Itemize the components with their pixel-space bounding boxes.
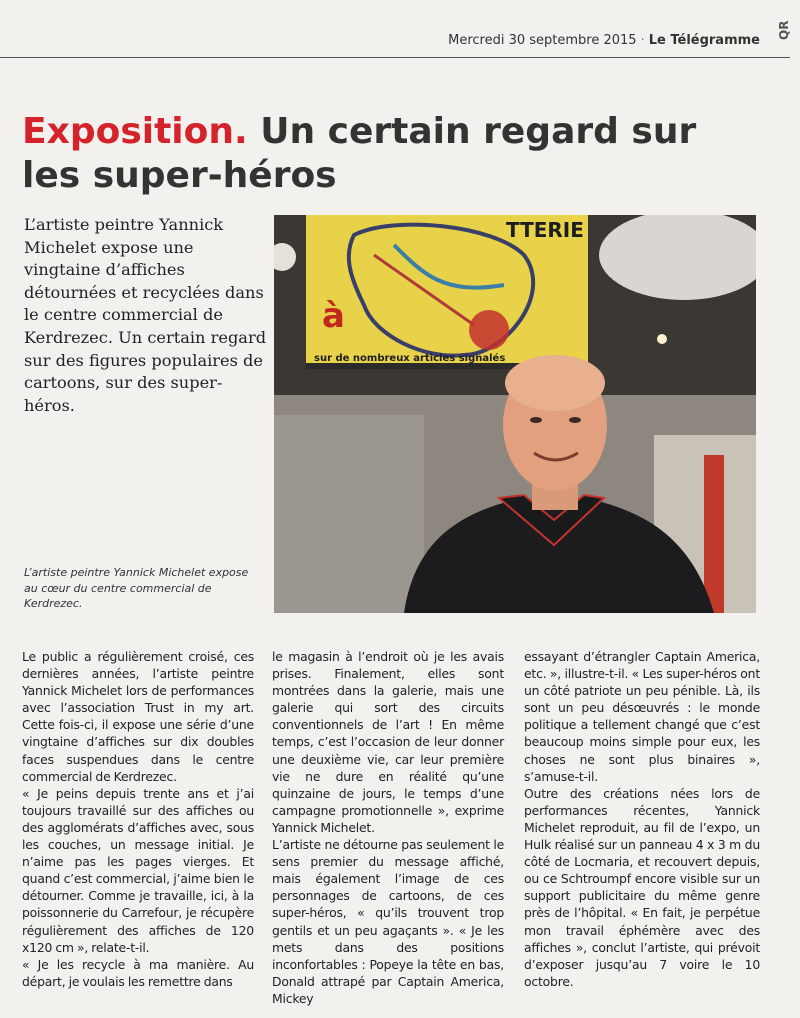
poster-bottom-text: sur de nombreux articles signalés <box>314 353 506 364</box>
body-column-2 <box>272 648 504 1007</box>
body-paragraph: L’artiste ne détourne pas seulement le sens premier du message affiché, mais également l’image de ces personnages de cartoons, de ces super-héros, « qu’ils trouvent trop gentils et un peu agaçants ». « Je les mets dans des positions inconfortables : Popeye la tête en bas, Donald attrapé par Captain America, Mickey <box>272 837 504 1006</box>
body-paragraph: le magasin à l’endroit où je les avais prises. Finalement, elles sont montrées dans la galerie, mais une galerie qui sort des circuits conventionnels de l’art ! En même temps, c’est l’occasion de leur donner une deuxième vie, car leur première vie ne dure en réalité qu’une quinzaine de jours, le temps d’une campagne promotionnelle », exprime Yannick Michelet. <box>272 649 504 835</box>
header-rule <box>0 57 790 58</box>
poster-letter: à <box>322 296 345 336</box>
article-photo <box>274 215 756 613</box>
body-paragraph: Outre des créations nées lors de performances récentes, Yannick Michelet reproduit, au fil de l’expo, un Hulk réalisé sur un panneau 4 x 3 m du côté de Locmaria, et recouvert depuis, ou ce Schtroumpf encore visible sur un support publicitaire du même genre près de l’hôpital. « En fait, je perpétue mon travail éphémère avec des affiches », conclut l’artiste, qui prévoit d’exposer jusqu’au 7 voire le 10 octobre. <box>524 785 760 989</box>
issue-date: Mercredi 30 septembre 2015 <box>448 33 637 48</box>
body-paragraph: essayant d’étrangler Captain America, etc. », illustre-t-il. « Les super-héros ont un côté patriote un peu pénible. Là, ils sont un peu désœuvrés : le monde politique a tellement changé que c’est beaucoup moins simple pour eux, les choses ne sont plus binaires », s’amuse-t-il. <box>524 649 760 784</box>
dateline-separator: · <box>640 33 645 48</box>
poster-top-text: TTERIE <box>506 218 584 242</box>
body-paragraph: « Je les recycle à ma manière. Au départ, je voulais les remettre dans <box>22 956 254 989</box>
photo-caption: L’artiste peintre Yannick Michelet expose au cœur du centre commercial de Kerdrezec. <box>24 566 249 610</box>
headline-title: Un certain regard sur les super-héros <box>22 111 697 196</box>
body-paragraph: Le public a régulièrement croisé, ces dernières années, l’artiste peintre Yannick Michelet lors de performances avec l’association Trust in my art. Cette fois-ci, il expose une série d’une vingtaine d’affiches sur dix doubles faces suspendues dans le centre commercial de Kerdrezec. <box>22 649 254 784</box>
article-headline <box>22 110 762 198</box>
body-paragraph: « Je peins depuis trente ans et j’ai toujours travaillé sur des affiches ou des agglomérats d’affiches avec, sous les couches, un message initial. Je n’aime pas les pages vierges. Et quand c’est commercial, j’aime bien le détourner. Comme je travaille, ici, à la poissonnerie du Carrefour, je récupère régulièrement des affiches de 120 x120 cm », relate-t-il. <box>22 785 254 955</box>
body-column-3 <box>524 648 760 990</box>
page-side-code: QR <box>777 20 791 40</box>
newspaper-dateline <box>440 33 760 48</box>
headline-kicker: Exposition. <box>22 111 248 152</box>
article-lead: L’artiste peintre Yannick Michelet expose une vingtaine d’affiches détournées et recyclées dans le centre commercial de Kerdrezec. Un certain regard sur des figures populaires de cartoons, sur des super-héros. <box>24 215 267 415</box>
photo-illustration <box>274 215 756 613</box>
body-column-1 <box>22 648 254 990</box>
newspaper-name: Le Télégramme <box>648 33 760 48</box>
article-body <box>22 648 760 1008</box>
